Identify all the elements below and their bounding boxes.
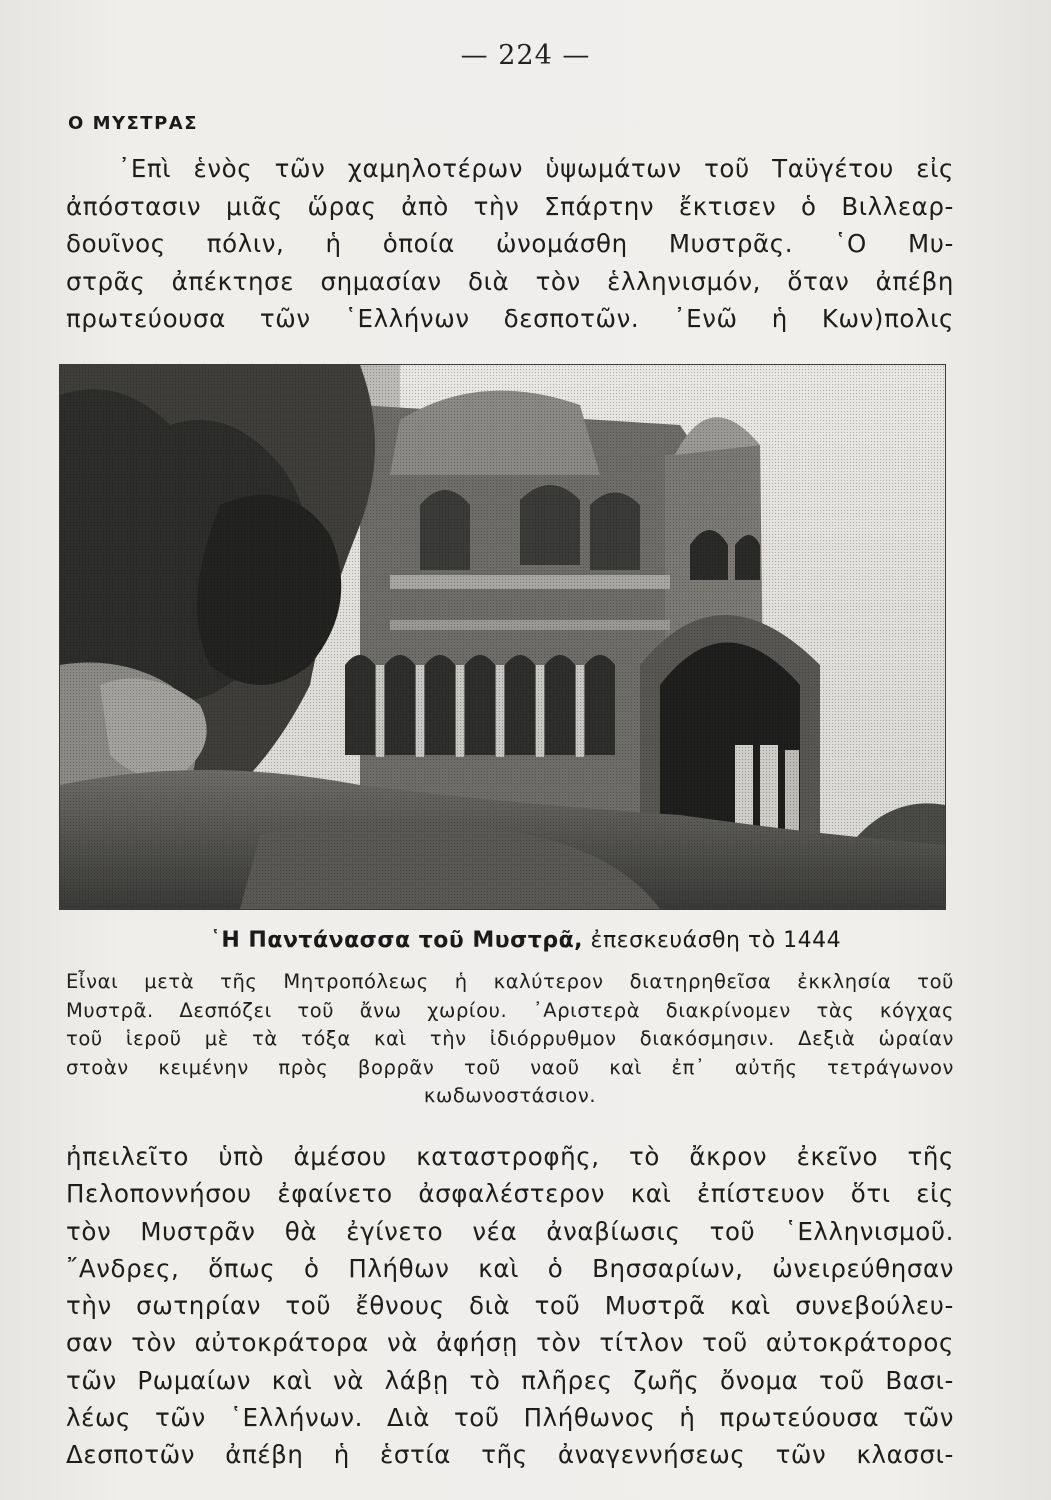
text-line: ἀπόστασιν μιᾶς ὥρας ἀπὸ τὴν Σπάρτην ἔκτισεν ὁ Βιλλεαρ- <box>66 191 954 221</box>
caption-line: Εἶναι μετὰ τῆς Μητροπόλεως ἡ καλύτερον διατηρηθεῖσα ἐκκλησία τοῦ <box>66 970 954 993</box>
text-line: πρωτεύουσα τῶν ῾Ελλήνων δεσποτῶν. ᾿Ενῶ ἡ Κων)πολις <box>66 304 954 334</box>
text-line: Δεσποτῶν ἀπέβη ἡ ἑστία τῆς ἀναγεννήσεως τῶν κλασσι- <box>66 1440 954 1470</box>
intro-paragraph <box>66 150 954 338</box>
text-line: τὸν Μυστρᾶν θὰ ἐγίνετο νέα ἀναβίωσις τοῦ ῾Ελληνισμοῦ. <box>66 1216 954 1246</box>
text-line: τὴν σωτηρίαν τοῦ ἔθνους διὰ τοῦ Μυστρᾶ καὶ συνεβούλευ- <box>66 1291 954 1321</box>
text-line: ᾿Επὶ ἑνὸς τῶν χαμηλοτέρων ὑψωμάτων τοῦ Ταϋγέτου εἰς <box>118 154 954 183</box>
text-line: ἠπειλεῖτο ὑπὸ ἀμέσου καταστροφῆς, τὸ ἄκρον ἐκεῖνο τῆς <box>66 1142 954 1171</box>
caption-title-rest: ἐπεσκευάσθη τὸ 1444 <box>590 928 842 953</box>
text-line: ῎Ανδρες, ὅπως ὁ Πλήθων καὶ ὁ Βησσαρίων, ὠνειρεύθησαν <box>66 1253 954 1283</box>
church-photograph <box>59 364 946 910</box>
text-line: Πελοποννήσου ἐφαίνετο ἀσφαλέστερον καὶ ἐπίστευον ὅτι εἰς <box>66 1179 954 1209</box>
text-line: λέως τῶν ῾Ελλήνων. Διὰ τοῦ Πλήθωνος ἡ πρωτεύουσα τῶν <box>66 1403 954 1433</box>
section-heading: Ο ΜΥΣΤΡΑΣ <box>68 113 199 134</box>
text-line: δουῖνος πόλιν, ἡ ὁποία ὠνομάσθη Μυστρᾶς. ῾Ο Μυ- <box>66 229 954 259</box>
caption-line: Μυστρᾶ. Δεσπόζει τοῦ ἄνω χωρίου. ᾿Αριστερὰ διακρίνομεν τὰς κόγχας <box>66 998 954 1022</box>
page-number: — 224 — <box>460 40 591 71</box>
caption-line: κωδωνοστάσιον. <box>423 1084 597 1108</box>
photo-caption-title <box>0 928 1051 953</box>
caption-title-bold: ῾Η Παντάνασσα τοῦ Μυστρᾶ, <box>209 928 584 953</box>
text-line: στρᾶς ἀπέκτησε σημασίαν διὰ τὸν ἑλληνισμόν, ὅταν ἀπέβη <box>66 266 954 296</box>
caption-line: στοὰν κειμένην πρὸς βορρᾶν τοῦ ναοῦ καὶ ἐπ᾿ αὐτῆς τετράγωνον <box>66 1055 954 1079</box>
body-paragraph <box>66 1138 954 1474</box>
caption-line: τοῦ ἱεροῦ μὲ τὰ τόξα καὶ τὴν ἰδιόρρυθμον διακόσμησιν. Δεξιὰ ὡραίαν <box>66 1027 954 1051</box>
photo-caption-body <box>66 968 954 1111</box>
text-line: τῶν Ρωμαίων καὶ νὰ λάβῃ τὸ πλῆρες ζωῆς ὄνομα τοῦ Βασι- <box>66 1365 954 1395</box>
text-line: σαν τὸν αὐτοκράτορα νὰ ἀφήσῃ τὸν τίτλον τοῦ αὐτοκράτορος <box>66 1328 954 1358</box>
